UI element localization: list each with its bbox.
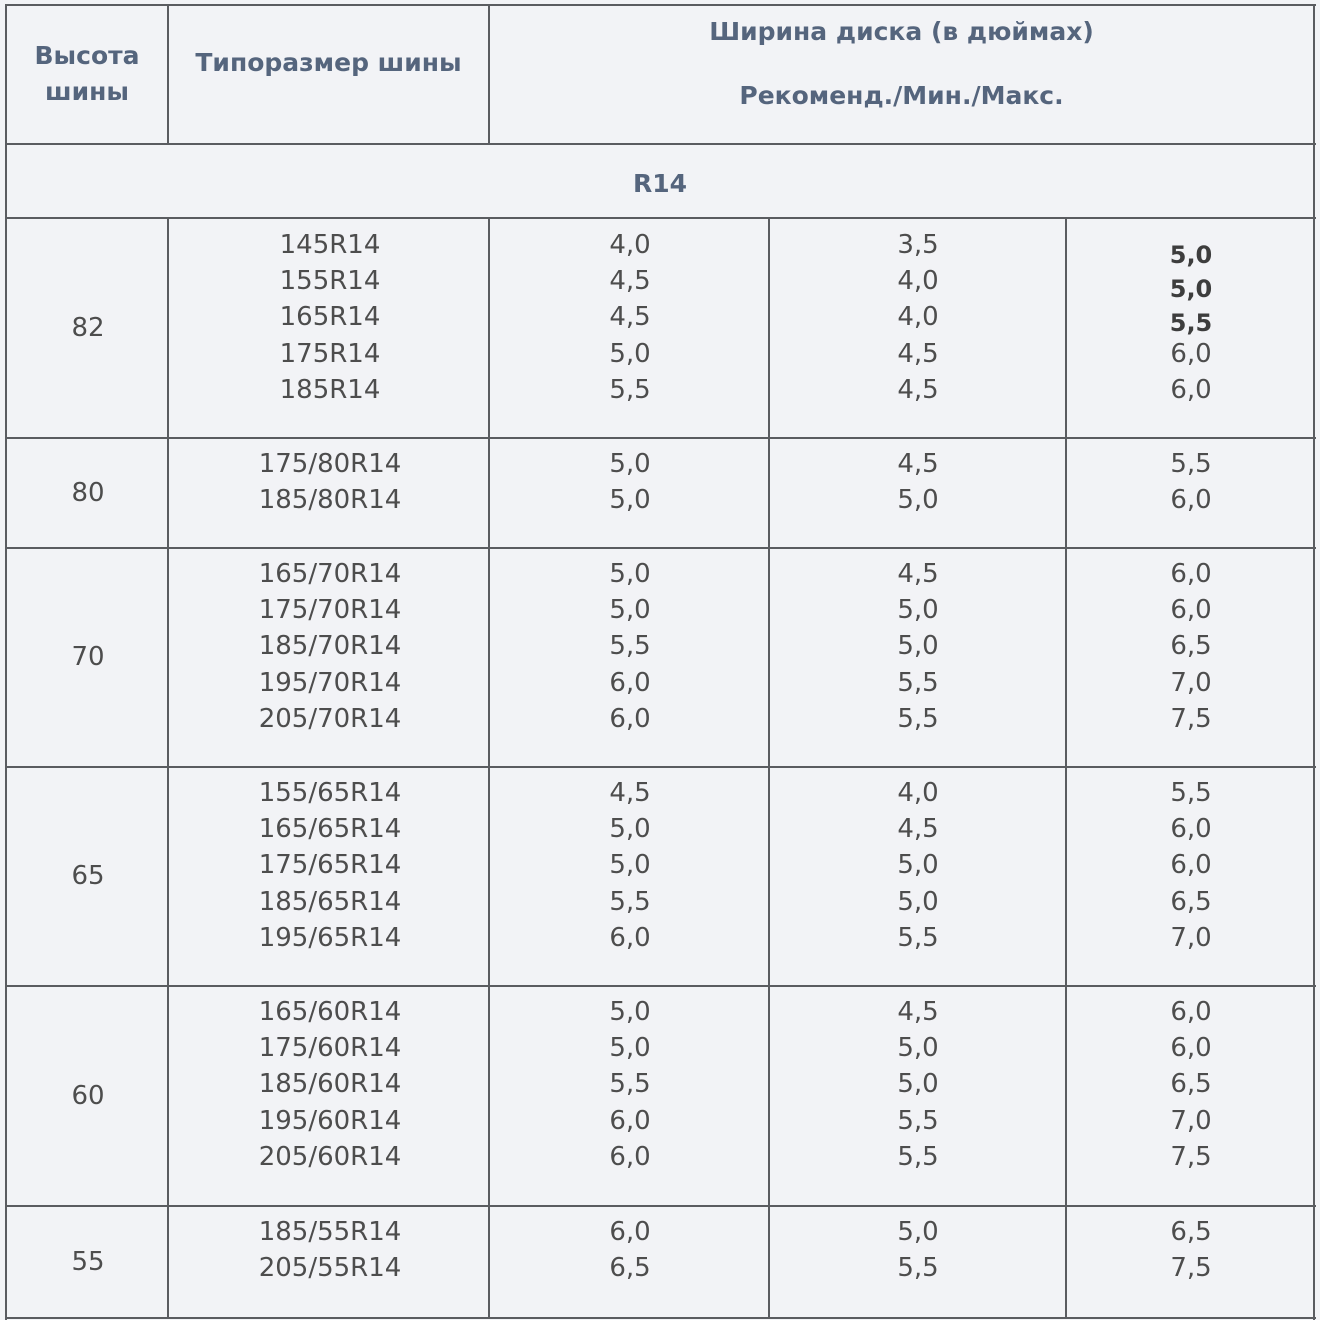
tire-height-cell: 82 [71,313,105,343]
rim-max-value: 7,5 [1170,703,1212,734]
rim-max-value: 6,0 [1170,997,1212,1027]
tire-size-value: 175/80R14 [258,449,402,479]
column-divider [488,438,490,548]
header-bottom-border [5,143,1316,145]
tire-size-value: 175/60R14 [258,1033,402,1064]
column-divider [1065,1206,1067,1318]
column-divider [1065,986,1067,1206]
rim-max-value: 6,5 [1170,1217,1212,1247]
rim-min-value: 5,5 [897,667,939,698]
tire-size-value: 205/60R14 [258,1141,402,1172]
rim-min-value: 5,5 [897,1105,939,1136]
rim-min-value: 5,0 [897,886,939,917]
rim-min-value: 5,0 [897,1217,939,1247]
rim-max-value: 7,5 [1170,1253,1212,1284]
rim-recommended-value: 6,5 [609,1253,651,1284]
rim-max-value: 7,0 [1170,1105,1212,1136]
rim-recommended-value: 6,0 [609,1217,651,1247]
rim-max-value: 7,0 [1170,922,1212,953]
tire-size-value: 195/70R14 [258,667,402,698]
tire-size-value: 205/55R14 [258,1253,402,1284]
rim-max-value: 7,5 [1170,1141,1212,1172]
rim-min-value: 5,0 [897,485,939,516]
column-divider [1065,548,1067,767]
tire-height-cell: 70 [71,642,105,672]
tire-size-value: 155R14 [279,266,381,297]
tire-size-value: 175R14 [279,338,381,369]
rim-recommended-value: 6,0 [609,1141,651,1172]
rim-recommended-value: 5,0 [609,850,651,881]
tire-size-value: 185/55R14 [258,1217,402,1247]
rim-max-value: 6,5 [1170,886,1212,917]
tire-height-cell: 65 [71,861,105,891]
rim-min-value: 4,5 [897,559,939,589]
tire-size-value: 195/60R14 [258,1105,402,1136]
header-tire-height-line2: шины [45,77,129,106]
column-divider [488,219,490,438]
rim-min-value: 3,5 [897,230,939,260]
rim-min-value: 4,5 [897,997,939,1027]
tire-height-cell: 80 [71,477,105,508]
tire-size-value: 185/65R14 [258,886,402,917]
column-divider [768,548,770,767]
rim-max-value: 6,0 [1170,338,1212,369]
header-rim-width-label: Ширина диска (в дюймах) [709,17,1094,46]
tire-size-value: 185/70R14 [258,631,402,662]
tire-size-value: 185R14 [279,374,381,405]
rim-max-value: 5,5 [1169,309,1213,338]
rim-min-value: 4,5 [897,814,939,845]
column-divider [768,219,770,438]
header-rim-width [490,12,1313,52]
tire-size-value: 165/65R14 [258,814,402,845]
column-divider [488,548,490,767]
tire-size-value: 165/70R14 [258,559,402,589]
rim-recommended-value: 5,5 [609,374,651,405]
tire-size-value: 185/60R14 [258,1069,402,1100]
section-label-r14 [6,147,1314,219]
rim-max-value: 5,0 [1169,275,1213,304]
group-bottom-border [5,437,1316,439]
rim-max-value: 5,0 [1169,241,1213,269]
rim-max-value: 6,0 [1170,485,1212,516]
rim-max-value: 6,0 [1170,850,1212,881]
column-divider [768,767,770,986]
rim-min-value: 5,0 [897,595,939,626]
rim-min-value: 4,0 [897,778,939,808]
tire-size-value: 165/60R14 [258,997,402,1027]
header-tire-height-line1: Высота [34,41,140,70]
rim-max-value: 6,5 [1170,1069,1212,1100]
header-rim-width-sub-label: Рекоменд./Мин./Макс. [739,81,1064,110]
rim-recommended-value: 6,0 [609,703,651,734]
rim-recommended-value: 6,0 [609,1105,651,1136]
rim-min-value: 5,0 [897,1069,939,1100]
rim-min-value: 4,5 [897,374,939,405]
rim-max-value: 5,5 [1170,449,1212,479]
group-bottom-border [5,1205,1316,1207]
rim-min-value: 5,5 [897,703,939,734]
tire-height-cell: 60 [71,1080,105,1111]
rim-min-value: 4,5 [897,338,939,369]
column-divider [488,1206,490,1318]
rim-recommended-value: 5,0 [609,485,651,516]
rim-recommended-value: 6,0 [609,667,651,698]
header-tire-size [169,4,488,122]
rim-recommended-value: 5,0 [609,1033,651,1064]
tire-size-value: 165R14 [279,302,381,333]
rim-recommended-value: 5,0 [609,449,651,479]
header-tire-size-label: Типоразмер шины [195,48,462,77]
rim-recommended-value: 6,0 [609,922,651,953]
header-tire-height [7,4,167,144]
rim-max-value: 6,0 [1170,814,1212,845]
rim-min-value: 4,0 [897,266,939,297]
column-divider [768,438,770,548]
rim-recommended-value: 5,0 [609,559,651,589]
tire-size-value: 185/80R14 [258,485,402,516]
group-bottom-border [5,985,1316,987]
rim-recommended-value: 5,0 [609,338,651,369]
rim-max-value: 5,5 [1170,778,1212,808]
column-divider [488,767,490,986]
tire-size-value: 145R14 [279,230,381,260]
group-bottom-border [5,547,1316,549]
group-bottom-border [5,1317,1316,1319]
rim-recommended-value: 5,5 [609,886,651,917]
rim-recommended-value: 5,0 [609,997,651,1027]
group-bottom-border [5,766,1316,768]
header-rim-width-sub [490,76,1313,116]
tire-size-value: 205/70R14 [258,703,402,734]
rim-min-value: 5,5 [897,1141,939,1172]
rim-max-value: 6,0 [1170,1033,1212,1064]
rim-min-value: 5,0 [897,1033,939,1064]
column-divider [1065,438,1067,548]
column-divider [768,986,770,1206]
column-divider [768,1206,770,1318]
rim-min-value: 4,0 [897,302,939,333]
rim-recommended-value: 5,5 [609,1069,651,1100]
tire-height-cell: 55 [71,1246,105,1277]
rim-max-value: 6,0 [1170,559,1212,589]
tire-size-value: 195/65R14 [258,922,402,953]
rim-min-value: 4,5 [897,449,939,479]
rim-max-value: 7,0 [1170,667,1212,698]
rim-recommended-value: 5,0 [609,814,651,845]
column-divider [1065,767,1067,986]
rim-recommended-value: 4,5 [609,778,651,808]
column-divider [1065,219,1067,438]
tire-size-value: 175/70R14 [258,595,402,626]
rim-max-value: 6,5 [1170,631,1212,662]
column-divider [488,986,490,1206]
tire-size-value: 155/65R14 [258,778,402,808]
rim-min-value: 5,0 [897,631,939,662]
rim-min-value: 5,5 [897,1253,939,1284]
section-label-text: R14 [632,168,688,198]
rim-max-value: 6,0 [1170,374,1212,405]
rim-max-value: 6,0 [1170,595,1212,626]
rim-recommended-value: 4,5 [609,302,651,333]
rim-min-value: 5,0 [897,850,939,881]
rim-recommended-value: 5,0 [609,595,651,626]
tire-size-value: 175/65R14 [258,850,402,881]
section-bottom-border [5,217,1316,219]
rim-min-value: 5,5 [897,922,939,953]
rim-recommended-value: 4,0 [609,230,651,260]
rim-recommended-value: 4,5 [609,266,651,297]
rim-recommended-value: 5,5 [609,631,651,662]
